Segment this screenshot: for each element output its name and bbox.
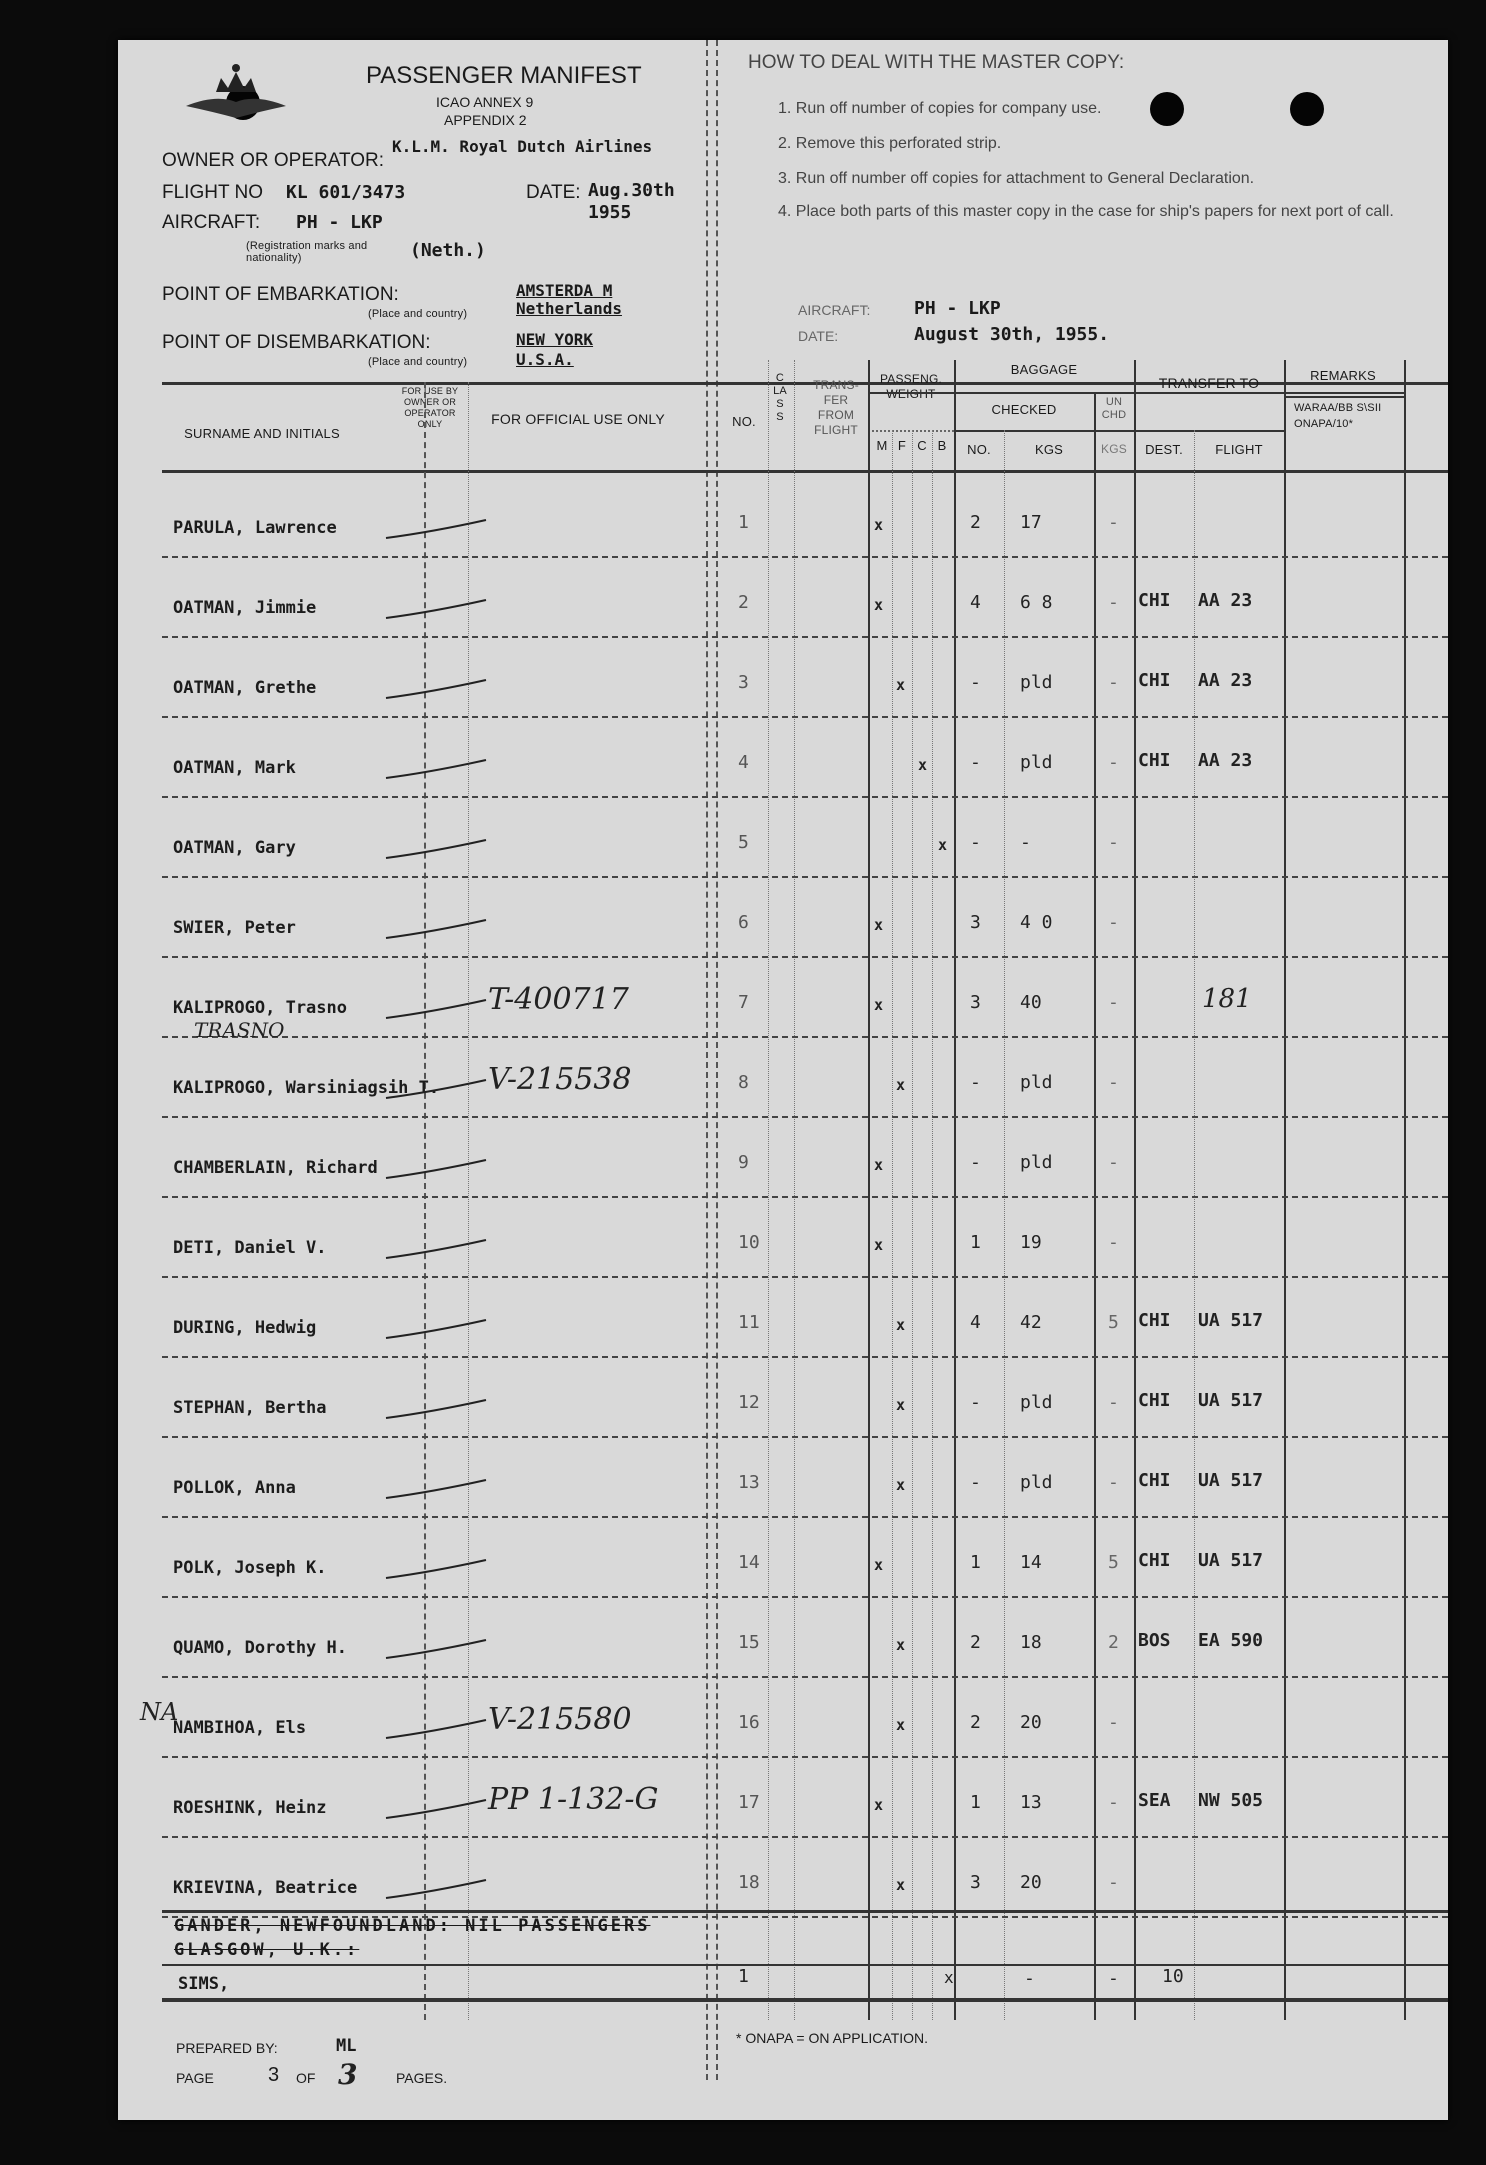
passenger-weight-mark: x: [874, 1796, 884, 1814]
baggage-kgs: 13: [1020, 1792, 1042, 1813]
baggage-count: 2: [970, 1632, 981, 1653]
right-aircraft-label: AIRCRAFT:: [798, 302, 871, 318]
sims-no: 1: [738, 1966, 749, 1987]
owner-tick-mark: [382, 754, 492, 784]
passenger-weight-mark: x: [896, 1316, 906, 1334]
row-separator: [162, 636, 1448, 638]
col-owner-use: FOR USE BY OWNER OR OPERATOR ONLY: [401, 386, 459, 429]
unchecked-kgs: 2: [1108, 1632, 1119, 1653]
column-rule: [1004, 430, 1005, 2020]
passenger-weight-mark: x: [874, 916, 884, 934]
passenger-no: 16: [738, 1712, 760, 1733]
baggage-kgs: pld: [1020, 672, 1053, 693]
passenger-no: 11: [738, 1312, 760, 1333]
passenger-name: DURING, Hedwig: [173, 1318, 317, 1338]
col-dest: DEST.: [1145, 442, 1183, 457]
passenger-weight-mark: x: [896, 1476, 906, 1494]
onapa-note: * ONAPA = ON APPLICATION.: [736, 2030, 929, 2046]
instruction-item: 2. Remove this perforated strip.: [778, 135, 1002, 152]
flight-label: FLIGHT NO: [162, 182, 263, 203]
passenger-no: 14: [738, 1552, 760, 1573]
right-date-label: DATE:: [798, 328, 839, 344]
baggage-count: 3: [970, 1872, 981, 1893]
baggage-count: 2: [970, 512, 981, 533]
owner-tick-mark: [382, 674, 492, 704]
transfer-flight: AA 23: [1198, 590, 1253, 611]
transfer-dest: CHI: [1138, 670, 1171, 691]
baggage-count: 4: [970, 592, 981, 613]
unchecked-kgs: -: [1108, 752, 1119, 773]
right-aircraft-value: PH - LKP: [914, 298, 1001, 319]
header-rule: [1284, 396, 1404, 398]
transfer-dest: CHI: [1138, 1470, 1171, 1491]
passenger-weight-mark: x: [874, 1556, 884, 1574]
col-surname: SURNAME AND INITIALS: [184, 426, 340, 441]
passenger-name: OATMAN, Grethe: [173, 678, 317, 698]
owner-tick-mark: [382, 1314, 492, 1344]
owner-tick-mark: [382, 834, 492, 864]
column-rule: [1404, 360, 1406, 2020]
sims-name: SIMS,: [178, 1974, 230, 1994]
transfer-flight: EA 590: [1198, 1630, 1264, 1651]
perforation-line: [706, 40, 708, 2080]
transfer-dest: CHI: [1138, 590, 1171, 611]
baggage-count: 4: [970, 1312, 981, 1333]
transfer-flight: UA 517: [1198, 1550, 1264, 1571]
flight-value: KL 601/3473: [286, 182, 406, 203]
row-separator: [162, 1596, 1448, 1598]
registration-note: (Registration marks and nationality): [246, 240, 368, 264]
official-number: PP 1-132-G: [488, 1782, 659, 1817]
passenger-name: PARULA, Lawrence: [173, 518, 337, 538]
owner-tick-mark: [382, 1714, 492, 1744]
passenger-name: KALIPROGO, Trasno: [173, 998, 347, 1018]
passenger-weight-mark: x: [896, 1396, 906, 1414]
owner-tick-mark: [382, 1634, 492, 1664]
col-checked: CHECKED: [991, 402, 1057, 417]
column-rule: [424, 382, 426, 2020]
klm-crown-logo-icon: [176, 58, 296, 128]
annex-label: ICAO ANNEX 9: [436, 94, 534, 110]
baggage-count: -: [970, 832, 981, 853]
unchecked-kgs: -: [1108, 1792, 1119, 1813]
col-official-use: FOR OFFICIAL USE ONLY: [491, 411, 665, 427]
baggage-kgs: 19: [1020, 1232, 1042, 1253]
column-rule: [1284, 360, 1286, 2020]
baggage-kgs: 18: [1020, 1632, 1042, 1653]
baggage-kgs: pld: [1020, 1152, 1053, 1173]
embarkation-value: AMSTERDA M Netherlands: [516, 281, 622, 318]
unchecked-kgs-sub: KGS: [1101, 442, 1127, 456]
passenger-name: ROESHINK, Heinz: [173, 1798, 327, 1818]
date-label: DATE:: [526, 182, 581, 203]
instruction-item: 4. Place both parts of this master copy in the case for ship's papers for next port of call.: [778, 203, 1394, 220]
instruction-item: 1. Run off number of copies for company use.: [778, 100, 1102, 117]
unchecked-kgs: -: [1108, 832, 1119, 853]
checked-no-sub: NO.: [967, 442, 991, 457]
owner-tick-mark: [382, 1874, 492, 1904]
baggage-kgs: 20: [1020, 1872, 1042, 1893]
col-baggage: BAGGAGE: [1010, 362, 1078, 377]
column-rule: [892, 430, 893, 2020]
passenger-weight-mark: x: [896, 1076, 906, 1094]
transfer-flight: AA 23: [1198, 670, 1253, 691]
checked-kgs-sub: KGS: [1034, 442, 1064, 457]
passenger-weight-mark: x: [938, 836, 948, 854]
col-flight: FLIGHT: [1215, 442, 1263, 457]
instructions-list: [778, 98, 1398, 222]
passenger-no: 18: [738, 1872, 760, 1893]
owner-tick-mark: [382, 1154, 492, 1184]
passenger-weight-mark: x: [874, 996, 884, 1014]
baggage-count: 3: [970, 992, 981, 1013]
passenger-no: 12: [738, 1392, 760, 1413]
unchecked-kgs: -: [1108, 1152, 1119, 1173]
row-separator: [162, 1516, 1448, 1518]
transfer-dest: BOS: [1138, 1630, 1171, 1651]
row-separator: [162, 716, 1448, 718]
baggage-count: -: [970, 752, 981, 773]
passenger-name: OATMAN, Mark: [173, 758, 296, 778]
official-number: V-215538: [488, 1062, 632, 1097]
passenger-name: KRIEVINA, Beatrice: [173, 1878, 358, 1898]
column-rule: [768, 360, 769, 2020]
footer-rule: [162, 1964, 1448, 1966]
of-label: OF: [296, 2070, 316, 2086]
row-separator: [162, 1756, 1448, 1758]
passenger-weight-mark: x: [896, 1716, 906, 1734]
transfer-flight: UA 517: [1198, 1470, 1264, 1491]
row-separator: [162, 1036, 1448, 1038]
header-rule: [868, 430, 954, 432]
unchecked-kgs: -: [1108, 1472, 1119, 1493]
column-rule: [1194, 430, 1195, 2020]
baggage-count: 1: [970, 1792, 981, 1813]
header-rule: [1134, 430, 1284, 432]
baggage-kgs: 20: [1020, 1712, 1042, 1733]
col-unchecked: UN CHD: [1101, 396, 1127, 421]
passenger-no: 3: [738, 672, 749, 693]
passenger-name: NAMBIHOA, Els: [173, 1718, 307, 1738]
passenger-no: 2: [738, 592, 749, 613]
passenger-name: OATMAN, Gary: [173, 838, 296, 858]
baggage-count: 2: [970, 1712, 981, 1733]
col-no: NO.: [732, 414, 756, 429]
passenger-weight-mark: x: [896, 1876, 906, 1894]
date-value: Aug.30th 1955: [588, 180, 675, 223]
col-remarks: REMARKS: [1310, 368, 1376, 383]
column-rule: [1134, 360, 1136, 2020]
owner-tick-mark: [382, 594, 492, 624]
header-bottom-rule: [162, 470, 1448, 473]
row-separator: [162, 1676, 1448, 1678]
baggage-count: 1: [970, 1232, 981, 1253]
instructions-title: HOW TO DEAL WITH THE MASTER COPY:: [748, 52, 1125, 73]
col-transfer-from: TRANS-FER FROM FLIGHT: [813, 378, 859, 437]
row-separator: [162, 1116, 1448, 1118]
unchecked-kgs: 5: [1108, 1312, 1119, 1333]
passenger-name: QUAMO, Dorothy H.: [173, 1638, 347, 1658]
row-separator: [162, 556, 1448, 558]
footer-rule: [162, 1998, 1448, 2002]
manifest-title: PASSENGER MANIFEST: [366, 62, 642, 89]
owner-value: K.L.M. Royal Dutch Airlines: [392, 137, 653, 156]
passenger-weight-mark: x: [874, 1156, 884, 1174]
owner-tick-mark: [382, 1394, 492, 1424]
manifest-sheet: [118, 40, 1448, 2120]
col-remarks-sub: WARAA/BB S\SII ONAPA/10*: [1294, 402, 1382, 430]
baggage-kgs: pld: [1020, 1072, 1053, 1093]
footer-rule: [162, 1910, 1448, 1913]
passenger-no: 5: [738, 832, 749, 853]
instruction-item: 3. Run off number off copies for attachment to General Declaration.: [778, 170, 1255, 187]
passenger-no: 15: [738, 1632, 760, 1653]
page-number: 3: [268, 2064, 280, 2086]
passenger-no: 9: [738, 1152, 749, 1173]
owner-tick-mark: [382, 914, 492, 944]
weight-sub-f: F: [897, 438, 907, 453]
passenger-name: POLLOK, Anna: [173, 1478, 296, 1498]
glasgow-row: GLASGOW, U.K.:: [174, 1940, 360, 1960]
baggage-kgs: pld: [1020, 752, 1053, 773]
passenger-weight-mark: x: [874, 596, 884, 614]
passenger-name: OATMAN, Jimmie: [173, 598, 317, 618]
transfer-dest: CHI: [1138, 1390, 1171, 1411]
transfer-flight: UA 517: [1198, 1390, 1264, 1411]
column-rule: [954, 360, 956, 2020]
registration-value: (Neth.): [410, 240, 486, 261]
passenger-no: 7: [738, 992, 749, 1013]
baggage-kgs: 42: [1020, 1312, 1042, 1333]
baggage-count: -: [970, 1472, 981, 1493]
passenger-no: 10: [738, 1232, 760, 1253]
passenger-weight-mark: x: [874, 1236, 884, 1254]
disembarkation-note: (Place and country): [368, 356, 468, 368]
weight-sub-c: C: [917, 438, 927, 453]
gander-row: GANDER, NEWFOUNDLAND: NIL PASSENGERS: [174, 1916, 651, 1936]
baggage-count: -: [970, 672, 981, 693]
perforation-line: [716, 40, 718, 2080]
header-rule: [954, 430, 1134, 432]
unchecked-kgs: -: [1108, 1712, 1119, 1733]
transfer-flight: AA 23: [1198, 750, 1253, 771]
column-rule: [794, 360, 795, 2020]
transfer-dest: CHI: [1138, 750, 1171, 771]
unchecked-kgs: -: [1108, 1232, 1119, 1253]
sims-kgs: -: [1108, 1968, 1119, 1989]
unchecked-kgs: -: [1108, 1072, 1119, 1093]
owner-label: OWNER OR OPERATOR:: [162, 150, 385, 171]
official-number: V-215580: [488, 1702, 632, 1737]
passenger-name: KALIPROGO, Warsiniagsih T.: [173, 1078, 440, 1098]
right-date-value: August 30th, 1955.: [914, 324, 1110, 345]
col-class: CLASS: [773, 372, 787, 423]
col-transfer-to: TRANSFER TO: [1158, 375, 1260, 391]
prepared-label: PREPARED BY:: [176, 2040, 278, 2056]
prepared-value: ML: [336, 2036, 357, 2056]
transfer-flight: NW 505: [1198, 1790, 1264, 1811]
row-separator: [162, 1836, 1448, 1838]
baggage-count: -: [970, 1072, 981, 1093]
baggage-count: 3: [970, 912, 981, 933]
owner-tick-mark: [382, 1554, 492, 1584]
aircraft-label: AIRCRAFT:: [162, 212, 261, 233]
row-separator: [162, 1276, 1448, 1278]
row-separator: [162, 876, 1448, 878]
baggage-kgs: 17: [1020, 512, 1042, 533]
baggage-kgs: -: [1020, 832, 1031, 853]
column-rule: [468, 382, 469, 2020]
unchecked-kgs: -: [1108, 912, 1119, 933]
sims-bags: -: [1024, 1968, 1035, 1989]
passenger-no: 8: [738, 1072, 749, 1093]
sims-weight: x: [944, 1968, 954, 1987]
passenger-weight-mark: x: [896, 676, 906, 694]
passenger-name: SWIER, Peter: [173, 918, 296, 938]
transfer-flight: UA 517: [1198, 1310, 1264, 1331]
baggage-kgs: 4 0: [1020, 912, 1053, 933]
unchecked-kgs: 5: [1108, 1552, 1119, 1573]
owner-tick-mark: [382, 994, 492, 1024]
annotation-181: 181: [1202, 984, 1252, 1014]
passenger-no: 17: [738, 1792, 760, 1813]
weight-sub-m: M: [876, 438, 888, 453]
embarkation-label: POINT OF EMBARKATION:: [162, 284, 399, 305]
baggage-count: 1: [970, 1552, 981, 1573]
unchecked-kgs: -: [1108, 672, 1119, 693]
passenger-name: POLK, Joseph K.: [173, 1558, 327, 1578]
owner-tick-mark: [382, 1474, 492, 1504]
owner-tick-mark: [382, 1234, 492, 1264]
annotation-na: NA: [140, 1698, 179, 1726]
column-rule: [932, 430, 933, 2020]
unchecked-kgs: -: [1108, 1392, 1119, 1413]
page-total: 3: [338, 2058, 358, 2091]
unchecked-kgs: -: [1108, 592, 1119, 613]
row-separator: [162, 796, 1448, 798]
baggage-kgs: 6 8: [1020, 592, 1053, 613]
owner-tick-mark: [382, 514, 492, 544]
column-rule: [868, 360, 870, 2020]
passenger-weight-mark: x: [918, 756, 928, 774]
official-number: T-400717: [488, 982, 629, 1017]
col-passenger-weight: PASSENG. WEIGHT: [879, 372, 943, 401]
baggage-count: -: [970, 1152, 981, 1173]
column-rule: [912, 430, 913, 2020]
passenger-no: 4: [738, 752, 749, 773]
owner-tick-mark: [382, 1794, 492, 1824]
header-rule: [868, 392, 1404, 394]
passenger-name: STEPHAN, Bertha: [173, 1398, 327, 1418]
pages-label: PAGES.: [396, 2070, 448, 2086]
weight-sub-b: B: [937, 438, 947, 453]
unchecked-kgs: -: [1108, 512, 1119, 533]
appendix-label: APPENDIX 2: [444, 112, 527, 128]
disembarkation-value: NEW YORK U.S.A.: [516, 330, 594, 369]
aircraft-value: PH - LKP: [296, 212, 383, 233]
sims-unchecked: 10: [1162, 1966, 1184, 1987]
passenger-name: CHAMBERLAIN, Richard: [173, 1158, 378, 1178]
owner-tick-mark: [382, 1074, 492, 1104]
row-separator: [162, 1436, 1448, 1438]
page-label: PAGE: [176, 2070, 214, 2086]
transfer-dest: CHI: [1138, 1310, 1171, 1331]
embarkation-note: (Place and country): [368, 308, 468, 320]
baggage-kgs: 14: [1020, 1552, 1042, 1573]
baggage-kgs: pld: [1020, 1472, 1053, 1493]
passenger-weight-mark: x: [874, 516, 884, 534]
annotation-trasno: TRASNO: [194, 1018, 285, 1042]
passenger-no: 13: [738, 1472, 760, 1493]
passenger-no: 6: [738, 912, 749, 933]
unchecked-kgs: -: [1108, 1872, 1119, 1893]
unchecked-kgs: -: [1108, 992, 1119, 1013]
transfer-dest: SEA: [1138, 1790, 1171, 1811]
baggage-kgs: 40: [1020, 992, 1042, 1013]
passenger-name: DETI, Daniel V.: [173, 1238, 327, 1258]
disembarkation-label: POINT OF DISEMBARKATION:: [162, 332, 431, 353]
passenger-no: 1: [738, 512, 749, 533]
baggage-kgs: pld: [1020, 1392, 1053, 1413]
baggage-count: -: [970, 1392, 981, 1413]
row-separator: [162, 1196, 1448, 1198]
row-separator: [162, 956, 1448, 958]
row-separator: [162, 1356, 1448, 1358]
passenger-weight-mark: x: [896, 1636, 906, 1654]
transfer-dest: CHI: [1138, 1550, 1171, 1571]
